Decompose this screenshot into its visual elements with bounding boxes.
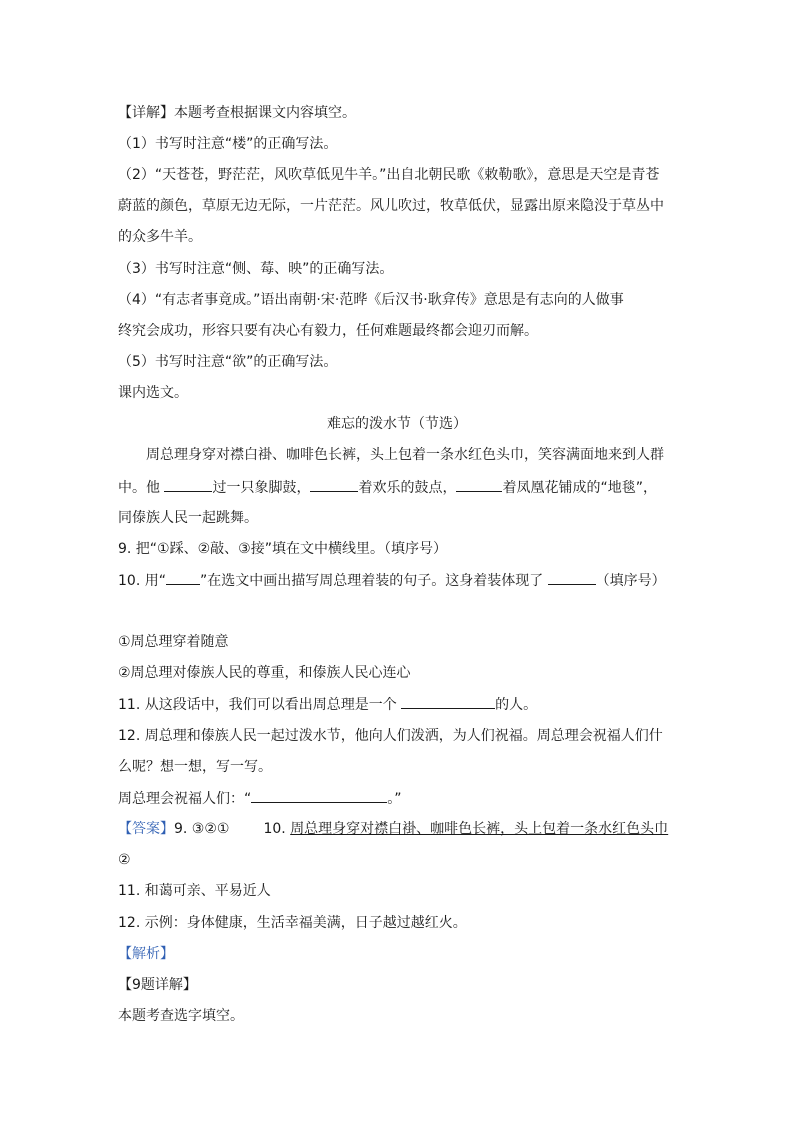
detail-item-2-line-1: （2）“天苍苍，野茫茫，风吹草低见牛羊。”出自北朝民歌《敕勒歌》，意思是天空是青苍	[118, 167, 660, 183]
question-text: 。”	[387, 791, 402, 807]
question-text: 的人。	[495, 697, 538, 713]
fill-blank-3[interactable]	[456, 477, 502, 492]
detail-item-3: （3）书写时注意“侧、莓、映”的正确写法。	[118, 261, 394, 277]
passage-text: 着欢乐的鼓点，	[358, 480, 457, 496]
passage-line-1: 周总理身穿对襟白褂、咖啡色长裤，头上包着一条水红色头巾，笑容满面地来到人群	[146, 447, 664, 463]
detail-item-5: （5）书写时注意“欲”的正确写法。	[118, 354, 338, 370]
question-12-line-2: 么呢？想一想，写一写。	[118, 759, 272, 775]
question-text: 周总理会祝福人们：“	[118, 791, 252, 807]
analysis-q9-text: 本题考查选字填空。	[118, 1008, 244, 1024]
passage-text: 着凤凰花铺成的“地毯”，	[502, 480, 657, 496]
answer-10-number: 10.	[263, 821, 291, 837]
fill-blank-1[interactable]	[164, 477, 212, 492]
analysis-q9-label: 【9题详解】	[118, 977, 197, 993]
fill-blank-2[interactable]	[310, 477, 358, 492]
detail-intro: 【详解】本题考查根据课文内容填空。	[118, 105, 356, 121]
answer-blank-11[interactable]	[401, 694, 495, 709]
question-text: （填序号）	[595, 573, 666, 589]
answer-11: 11. 和蔼可亲、平易近人	[118, 883, 271, 899]
underline-sample	[166, 570, 200, 585]
question-11	[118, 694, 537, 715]
question-text: 11. 从这段话中，我们可以看出周总理是一个	[118, 697, 402, 713]
passage-text: 中。他	[118, 480, 165, 496]
answer-blank-12[interactable]	[251, 788, 387, 803]
question-12-line-1: 12. 周总理和傣族人民一起过泼水节，他向人们泼洒，为人们祝福。周总理会祝福人们什	[118, 728, 663, 744]
passage-line-3: 同傣族人民一起跳舞。	[118, 510, 258, 526]
answer-blank-10[interactable]	[548, 570, 596, 585]
detail-item-4-line-1: （4）“有志者事竟成。”语出南朝·宋·范晔《后汉书·耿弇传》意思是有志向的人做事	[118, 292, 624, 308]
answer-12: 12. 示例：身体健康，生活幸福美满，日子越过越红火。	[118, 915, 467, 931]
question-text: 10. 用“	[118, 573, 166, 589]
passage-title: 难忘的泼水节（节选）	[327, 416, 467, 432]
detail-item-2-line-3: 的众多牛羊。	[118, 229, 202, 245]
option-1: ①周总理穿着随意	[118, 634, 229, 650]
detail-item-2-line-2: 蔚蓝的颜色，草原无边无际，一片茫茫。风儿吹过，牧草低伏，显露出原来隐没于草丛中	[118, 198, 664, 214]
question-text: ”在选文中画出描写周总理着装的句子。这身着装体现了	[199, 573, 548, 589]
detail-item-1: （1）书写时注意“楼”的正确写法。	[118, 136, 338, 152]
answer-9: 9. ③②①	[174, 821, 230, 837]
detail-item-4-line-2: 终究会成功，形容只要有决心有毅力，任何难题最终都会迎刃而解。	[118, 323, 538, 339]
question-10	[118, 570, 666, 591]
reading-heading: 课内选文。	[118, 385, 188, 401]
passage-line-2	[118, 477, 657, 498]
answer-line	[118, 819, 668, 839]
analysis-label: 【解析】	[118, 946, 174, 962]
passage-text: 过一只象脚鼓，	[212, 480, 311, 496]
answer-10-text: 周总理身穿对襟白褂、咖啡色长裤，头上包着一条水红色头巾	[290, 821, 669, 837]
answer-label: 【答案】	[118, 821, 174, 837]
question-12-line-3	[118, 788, 402, 809]
option-2: ②周总理对傣族人民的尊重，和傣族人民心连心	[118, 665, 411, 681]
answer-10-choice: ②	[118, 852, 131, 868]
question-9: 9. 把“①踩、②敲、③接”填在文中横线里。（填序号）	[118, 541, 447, 557]
